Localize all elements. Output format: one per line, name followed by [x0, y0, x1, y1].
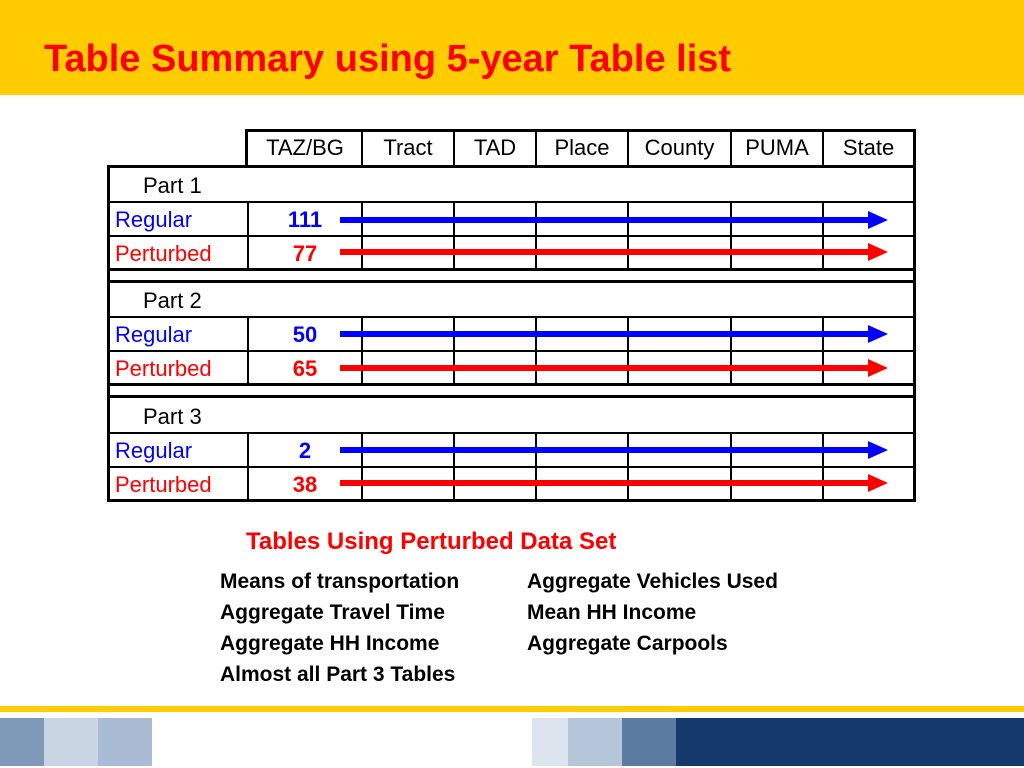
- list-item: Aggregate Carpools: [527, 632, 728, 655]
- row-line: [107, 432, 916, 434]
- part-separator: [107, 395, 916, 398]
- part-3-label: Part 3: [143, 404, 202, 429]
- part-3-regular-label: Regular: [115, 438, 193, 463]
- part-3-regular-value: 2: [298, 438, 312, 463]
- footer-block: [532, 718, 568, 766]
- column-line: [247, 432, 249, 501]
- part-2-perturbed-value: 65: [292, 356, 318, 381]
- column-header-tad: TAD: [473, 135, 517, 160]
- row-line: [107, 316, 916, 318]
- table-border: [107, 499, 916, 502]
- list-item: Mean HH Income: [527, 601, 697, 624]
- footer-block: [152, 718, 532, 766]
- part-1-regular-arrow: [340, 208, 892, 232]
- column-header-place: Place: [554, 135, 610, 160]
- part-1-regular-value: 111: [287, 207, 323, 232]
- part-3-regular-arrow: [340, 438, 892, 462]
- part-1-perturbed-arrow: [340, 240, 892, 264]
- footer-stripe: [0, 706, 1024, 712]
- part-2-perturbed-label: Perturbed: [115, 356, 212, 381]
- list-item: Means of transportation: [220, 570, 460, 593]
- list-item: Aggregate Vehicles Used: [527, 570, 778, 593]
- part-separator: [107, 383, 916, 386]
- footer-block: [568, 718, 622, 766]
- part-1-regular-label: Regular: [115, 207, 193, 232]
- part-separator: [107, 268, 916, 271]
- part-2-regular-arrow: [340, 322, 892, 346]
- row-line: [107, 350, 916, 352]
- perturbed-list-left: [220, 566, 459, 690]
- column-header-county: County: [644, 135, 715, 160]
- part-3-perturbed-value: 38: [292, 472, 318, 497]
- column-header-tract: Tract: [383, 135, 433, 160]
- footer-block: [98, 718, 152, 766]
- part-1-perturbed-label: Perturbed: [115, 241, 212, 266]
- column-header-puma: PUMA: [745, 135, 809, 160]
- column-line: [247, 201, 249, 271]
- list-item: Almost all Part 3 Tables: [220, 663, 456, 686]
- perturbed-list-right: [527, 566, 778, 659]
- table-border: [107, 165, 110, 501]
- table-border: [245, 129, 248, 168]
- part-3-perturbed-label: Perturbed: [115, 472, 212, 497]
- part-2-label: Part 2: [143, 288, 202, 313]
- list-item: Aggregate Travel Time: [220, 601, 445, 624]
- table-border: [913, 129, 916, 501]
- footer-band: [0, 706, 1024, 768]
- footer-block: [0, 718, 44, 766]
- footer-block: [676, 718, 1024, 766]
- footer-block: [622, 718, 676, 766]
- table-border: [107, 165, 916, 168]
- part-1-label: Part 1: [143, 173, 202, 198]
- column-header-taz-bg: TAZ/BG: [266, 135, 344, 160]
- part-3-perturbed-arrow: [340, 471, 892, 495]
- row-line: [107, 466, 916, 468]
- part-1-perturbed-value: 77: [292, 241, 318, 266]
- part-2-regular-label: Regular: [115, 322, 193, 347]
- part-2-regular-value: 50: [292, 322, 318, 347]
- part-2-perturbed-arrow: [340, 356, 892, 380]
- footer-block: [44, 718, 98, 766]
- column-header-state: State: [842, 135, 895, 160]
- row-line: [107, 201, 916, 203]
- column-line: [247, 316, 249, 386]
- part-separator: [107, 280, 916, 283]
- perturbed-heading: Tables Using Perturbed Data Set: [246, 528, 617, 555]
- row-line: [107, 235, 916, 237]
- list-item: Aggregate HH Income: [220, 632, 440, 655]
- page-title: Table Summary using 5-year Table list: [44, 38, 732, 80]
